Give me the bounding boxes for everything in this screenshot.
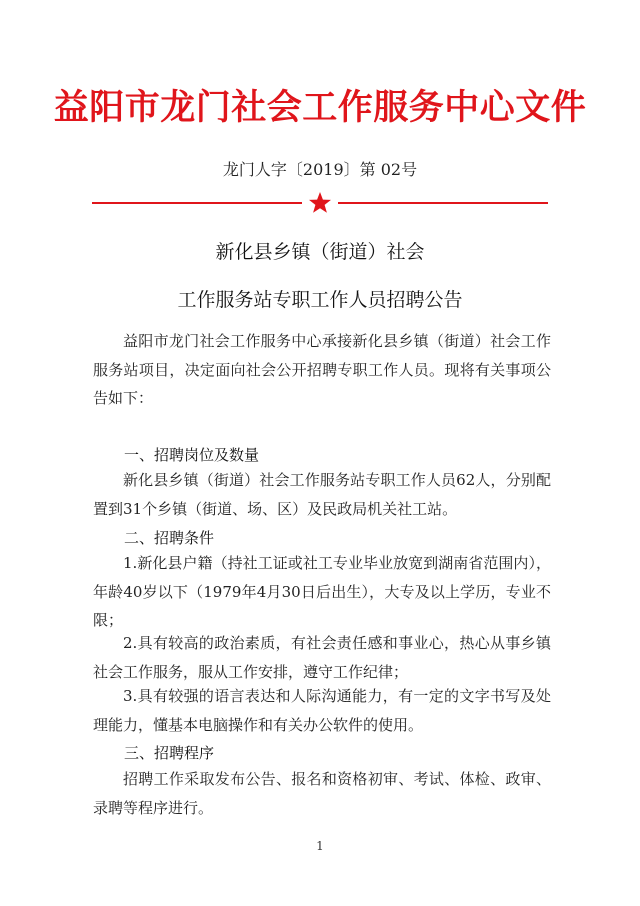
divider-line-right bbox=[338, 202, 548, 204]
notice-title-line1: 新化县乡镇（街道）社会 bbox=[215, 241, 425, 263]
section-heading-procedure: 三、招聘程序 bbox=[124, 744, 215, 762]
intro-paragraph: 益阳市龙门社会工作服务中心承接新化县乡镇（街道）社会工作服务站项目，决定面向社会公开招聘专职工作人员。现将有关事项公告如下： bbox=[93, 332, 551, 407]
condition-item-3: 3.具有较强的语言表达和人际沟通能力，有一定的文字书写及处理能力，懂基本电脑操作和有关办公软件的使用。 bbox=[93, 687, 551, 734]
document-header-title: 益阳市龙门社会工作服务中心文件 bbox=[53, 88, 587, 128]
section-text-positions: 新化县乡镇（街道）社会工作服务站专职工作人员62人，分别配置到31个乡镇（街道、场、区）及民政局机关社工站。 bbox=[93, 471, 551, 518]
red-divider bbox=[92, 193, 548, 215]
notice-title-line2: 工作服务站专职工作人员招聘公告 bbox=[177, 289, 463, 311]
section-text-procedure: 招聘工作采取发布公告、报名和资格初审、考试、体检、政审、录聘等程序进行。 bbox=[93, 770, 551, 817]
condition-item-1: 1.新化县户籍（持社工证或社工专业毕业放宽到湖南省范围内），年龄40岁以下（1979年4月30日后出生），大专及以上学历，专业不限； bbox=[93, 554, 551, 629]
section-heading-positions: 一、招聘岗位及数量 bbox=[124, 446, 260, 464]
divider-line-left bbox=[92, 202, 302, 204]
section-heading-conditions: 二、招聘条件 bbox=[124, 529, 215, 547]
condition-item-2: 2.具有较高的政治素质，有社会责任感和事业心，热心从事乡镇社会工作服务，服从工作安排，遵守工作纪律； bbox=[93, 634, 551, 681]
page-number: 1 bbox=[316, 839, 324, 853]
document-number: 龙门人字〔2019〕第 02号 bbox=[222, 160, 418, 179]
star-icon bbox=[308, 191, 332, 215]
